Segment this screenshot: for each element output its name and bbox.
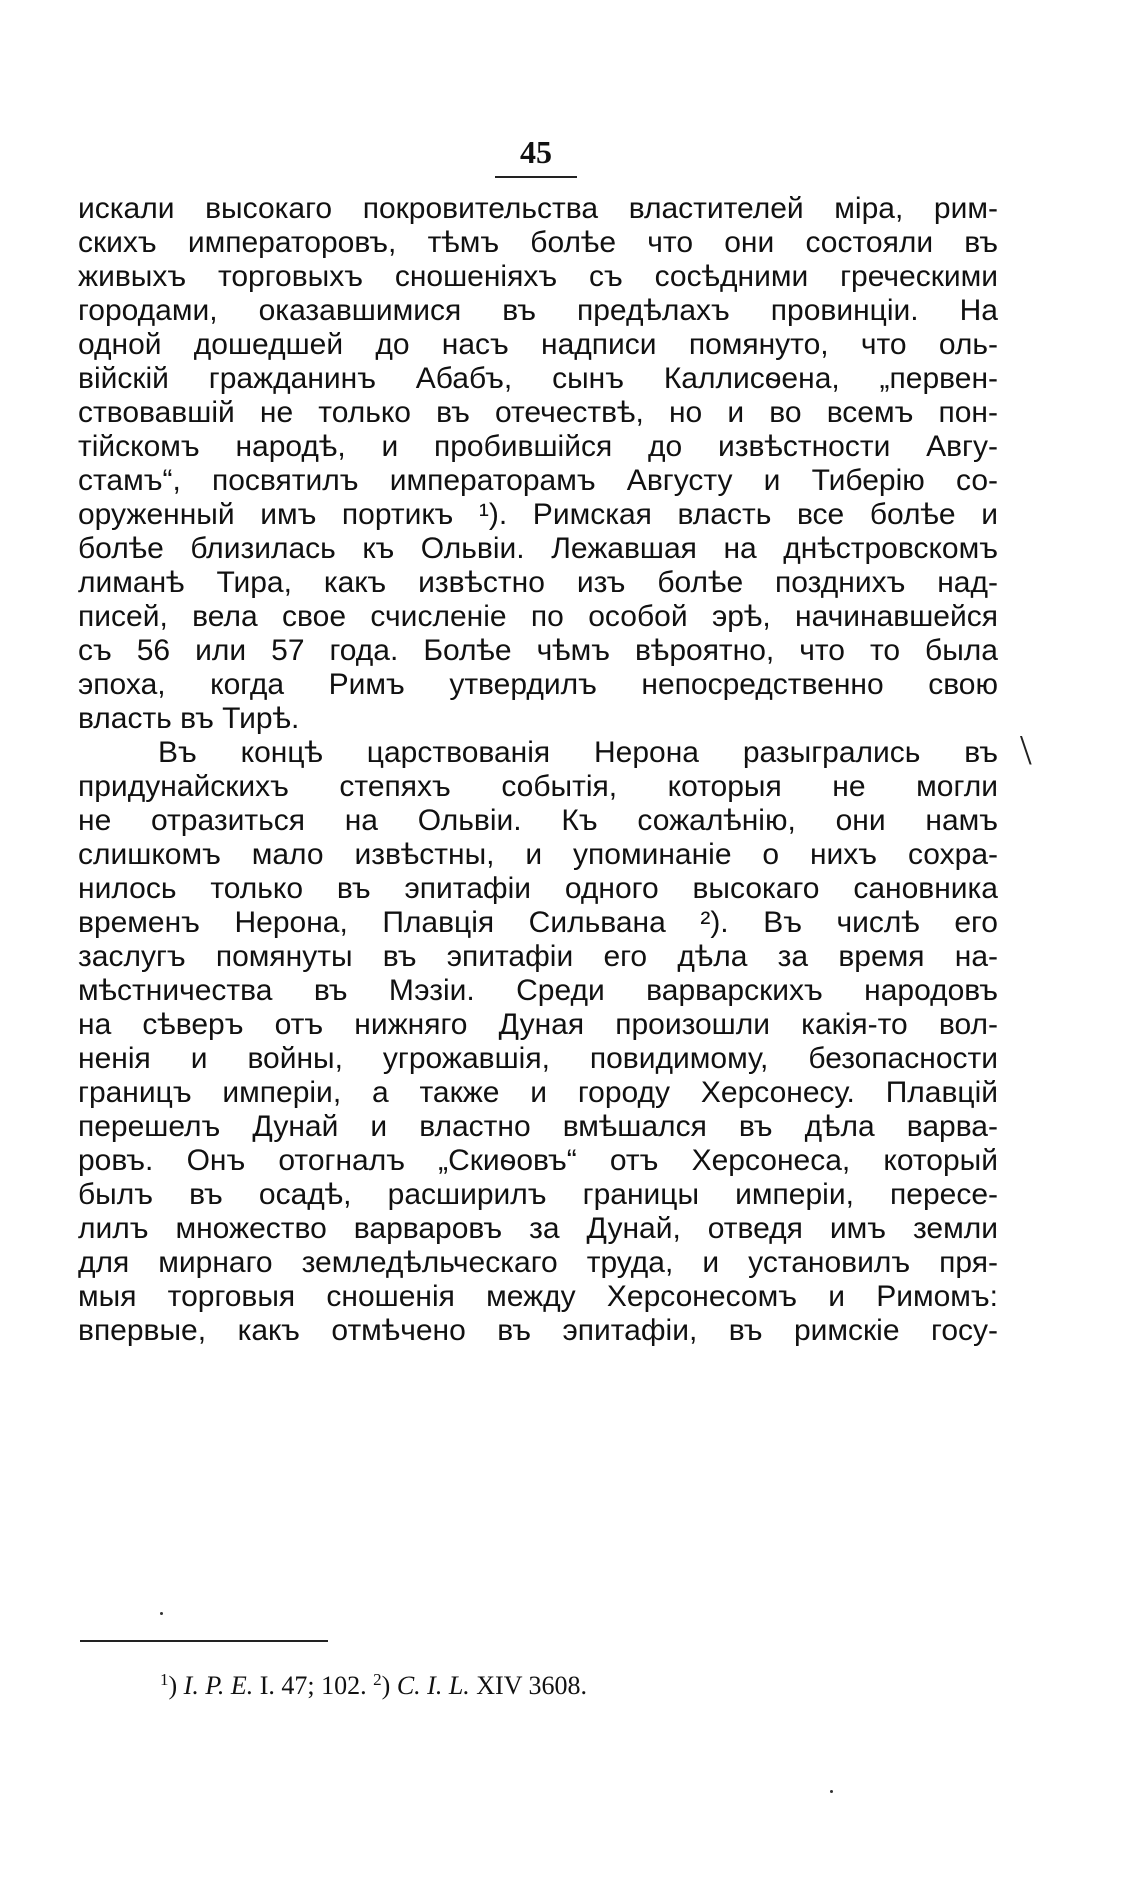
text-line: заслугъ помянуты въ эпитафіи его дѣла за время на- (78, 940, 998, 973)
text-line: писей, вела свое счисленіе по особой эрѣ, начинавшейся (78, 600, 998, 633)
text-line: нилось только въ эпитафіи одного высокаго сановника (78, 872, 998, 905)
footnote-source-abbrev: I. P. E. (183, 1671, 254, 1700)
text-line: искали высокаго покровительства властителей міра, рим- (78, 192, 998, 225)
page-number: 45 (520, 134, 552, 170)
text-line: живыхъ торговыхъ сношеніяхъ съ сосѣдними греческими (78, 260, 998, 293)
text-line: болѣе близилась къ Ольвіи. Лежавшая на днѣстровскомъ (78, 532, 998, 565)
print-speck (160, 1612, 163, 1615)
footnote-marker: 2 (373, 1670, 382, 1689)
footnotes (160, 1662, 587, 1704)
text-line: стамъ“, посвятилъ императорамъ Августу и Тиберію со- (78, 464, 998, 497)
footnote-marker: 1 (160, 1670, 169, 1689)
paragraph-first-line: Въ концѣ царствованія Нерона разыгрались въ (158, 736, 998, 769)
text-line: мыя торговыя сношенія между Херсонесомъ и Римомъ: (78, 1280, 998, 1313)
text-line: мѣстничества въ Мэзіи. Среди варварскихъ народовъ (78, 974, 998, 1007)
footnote-paren: ) (381, 1671, 397, 1700)
footnote-paren: ) (168, 1671, 184, 1700)
text-line: перешелъ Дунай и властно вмѣшался въ дѣла варва- (78, 1110, 998, 1143)
text-line: временъ Нерона, Плавція Сильвана ²). Въ числѣ его (78, 906, 998, 939)
text-line: скихъ императоровъ, тѣмъ болѣе что они состояли въ (78, 226, 998, 259)
text-line: ненія и войны, угрожавшія, повидимому, безопасности (78, 1042, 998, 1075)
text-line: не отразиться на Ольвіи. Къ сожалѣнію, они намъ (78, 804, 998, 837)
text-line: границъ имперіи, а также и городу Херсонесу. Плавцій (78, 1076, 998, 1109)
text-line: на сѣверъ отъ нижняго Дуная произошли какія-то вол- (78, 1008, 998, 1041)
text-line: придунайскихъ степяхъ событія, которыя не могли (78, 770, 998, 803)
footnote-reference: I. 47; 102. (253, 1671, 374, 1700)
print-speck (830, 1790, 833, 1793)
text-line: одной дошедшей до насъ надписи помянуто, что оль- (78, 328, 998, 361)
footnote-reference: XIV 3608. (469, 1671, 588, 1700)
footnote-source-abbrev: C. I. L. (396, 1671, 470, 1700)
text-line: власть въ Тирѣ. (78, 702, 300, 735)
text-line: слишкомъ мало извѣстны, и упоминаніе о нихъ сохра- (78, 838, 998, 871)
page-number-rule (495, 176, 577, 178)
text-line: былъ въ осадѣ, расширилъ границы имперіи, пересе- (78, 1178, 998, 1211)
text-line: съ 56 или 57 года. Болѣе чѣмъ вѣроятно, что то была (78, 634, 998, 667)
text-line: ровъ. Онъ отогналъ „Скиѳовъ“ отъ Херсонеса, который (78, 1144, 998, 1177)
text-line: тійскомъ народѣ, и пробившійся до извѣстности Авгу- (78, 430, 998, 463)
text-line: городами, оказавшимися въ предѣлахъ провинціи. На (78, 294, 998, 327)
text-line: оруженный имъ портикъ ¹). Римская власть все болѣе и (78, 498, 998, 531)
text-line: лилъ множество варваровъ за Дунай, отведя имъ земли (78, 1212, 998, 1245)
footnote-rule (80, 1640, 328, 1642)
text-line: лиманѣ Тира, какъ извѣстно изъ болѣе позднихъ над- (78, 566, 998, 599)
text-line: ствовавшій не только въ отечествѣ, но и во всемъ пон- (78, 396, 998, 429)
text-line: эпоха, когда Римъ утвердилъ непосредственно свою (78, 668, 998, 701)
margin-mark: \ (1020, 728, 1032, 774)
text-line: війскій гражданинъ Абабъ, сынъ Каллисѳена, „первен- (78, 362, 998, 395)
text-line: для мирнаго земледѣльческаго труда, и установилъ пря- (78, 1246, 998, 1279)
text-line: впервые, какъ отмѣчено въ эпитафіи, въ римскіе госу- (78, 1314, 998, 1347)
